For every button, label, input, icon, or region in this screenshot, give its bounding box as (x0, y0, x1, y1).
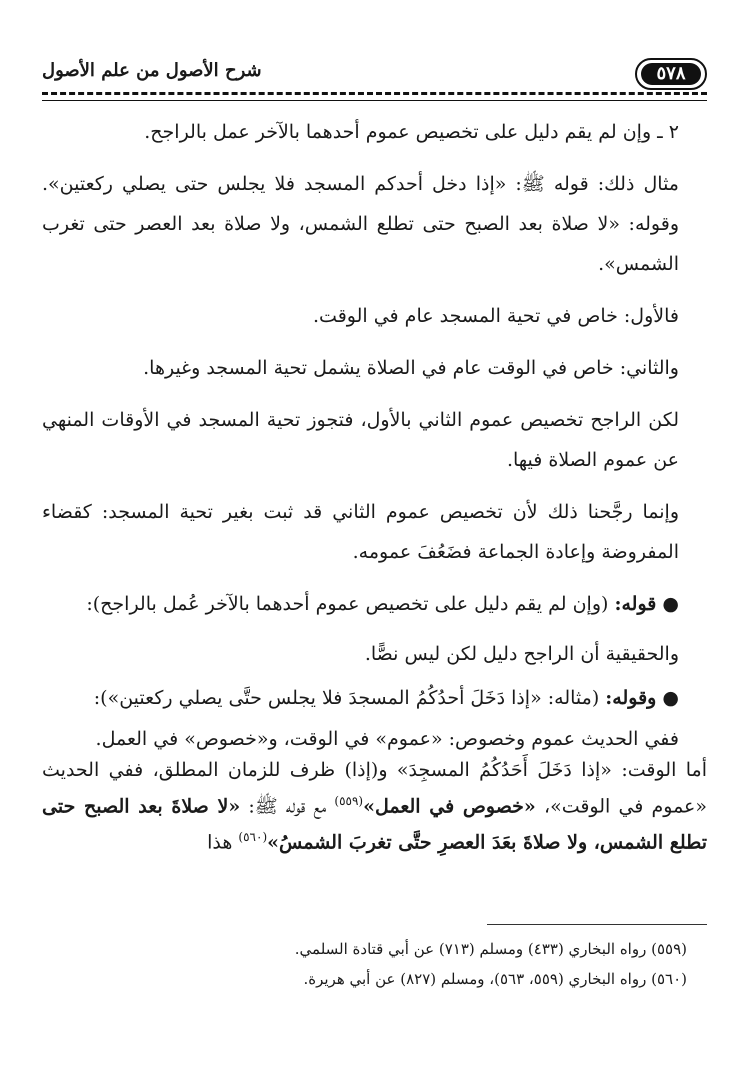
quote-lead: قوله: (614, 593, 657, 615)
footnotes (42, 934, 707, 994)
emphasis-run: «خصوص في العمل» (363, 795, 536, 818)
quote-lead: وقوله: (605, 687, 657, 709)
page-number-badge (635, 58, 707, 90)
footnote-ref: (٥٦٠) (238, 830, 268, 845)
paragraph-5: لكن الراجح تخصيص عموم الثاني بالأول، فتجوز تحية المسجد في الأوقات المنهي عن عموم الصلاة فيها. (42, 409, 679, 471)
quote-text: (وإن لم يقم دليل على تخصيص عموم أحدهما بالآخر عُمل بالراجح): (86, 593, 609, 615)
paragraph-10: ففي الحديث عموم وخصوص: «عموم» في الوقت، و«خصوص» في العمل. (95, 728, 679, 750)
text-run: هذا (207, 831, 233, 854)
footnote-ref: (٥٥٩) (334, 794, 364, 808)
running-title: شرح الأصول من علم الأصول (42, 60, 262, 81)
hadith-quote: «لا صلاةَ بعد الصبح حتى تطلع الشمس، ولا صلاةَ بعَدَ العصرِ حتَّى تغربَ الشمسُ» (42, 795, 707, 854)
bullet-icon: ● (662, 593, 679, 615)
paragraph-4: والثاني: خاص في الوقت عام في الصلاة يشمل تحية المسجد وغيرها. (143, 357, 679, 379)
quote-text: (مثاله: «إذا دَخَلَ أحدُكُمُ المسجدَ فلا يجلس حتَّى يصلي ركعتين»): (93, 687, 600, 709)
page-header (42, 50, 707, 98)
paragraph-9 (42, 680, 707, 716)
main-text (42, 112, 707, 859)
bullet-icon: ● (662, 687, 679, 709)
header-rule (42, 100, 707, 101)
paragraph-7 (42, 584, 707, 624)
paragraph-1: ٢ ـ وإن لم يقم دليل على تخصيص عموم أحدهما بالآخر عمل بالراجح. (144, 121, 679, 143)
paragraph-11 (42, 755, 707, 859)
paragraph-3: فالأول: خاص في تحية المسجد عام في الوقت. (313, 305, 679, 327)
text-run: أما الوقت: «إذا دَخَلَ أَحَدُكُمُ المسجِدَ» و(إذا) ظرف للزمان المطلق، ففي الحديث «عموم في الوقت»، (42, 759, 708, 818)
paragraph-6: وإنما رجَّحنا ذلك لأن تخصيص عموم الثاني قد ثبت بغير تحية المسجد: كقضاء المفروضة وإعادة الجماعة فضَعُفَ عمومه. (42, 501, 679, 563)
footnote-560: (٥٦٠) رواه البخاري (٥٥٩، ٥٦٣)، ومسلم (٨٢٧) عن أبي هريرة. (303, 970, 687, 988)
text-run: مع قوله ﷺ: (248, 795, 327, 818)
footnote-rule (487, 924, 707, 925)
footnote-559: (٥٥٩) رواه البخاري (٤٣٣) ومسلم (٧١٣) عن أبي قتادة السلمي. (294, 940, 687, 958)
paragraph-8: والحقيقية أن الراجح دليل لكن ليس نصًّا. (364, 643, 679, 665)
header-dashed-rule (42, 92, 707, 99)
paragraph-2: مثال ذلك: قوله ﷺ: «إذا دخل أحدكم المسجد فلا يجلس حتى يصلي ركعتين». وقوله: «لا صلاة بعد الصبح حتى تطلع الشمس، ولا صلاة بعد العصر حتى تغرب الشمس». (42, 173, 679, 275)
page-number: ٥٧٨ (641, 63, 701, 85)
